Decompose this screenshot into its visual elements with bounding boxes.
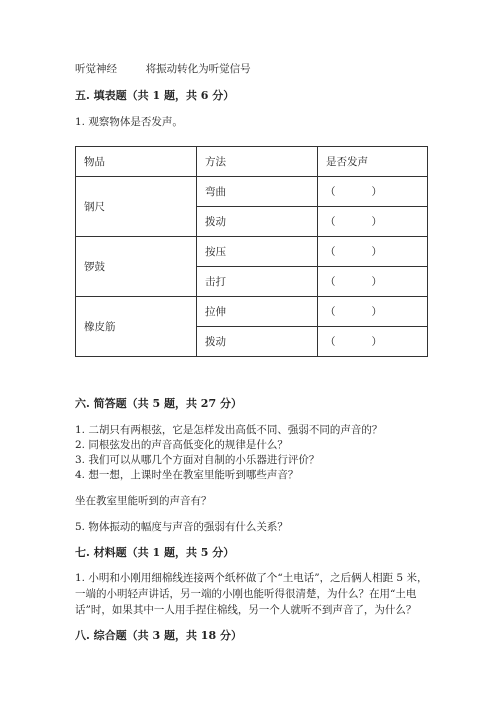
table-row (76, 237, 428, 267)
table-method-cell: 拨动 (196, 207, 317, 237)
answer-blank[interactable]: （ ） (317, 237, 427, 267)
section7-line-2: 一端的小明轻声讲话，另一端的小刚也能听得很清楚，为什么？在用“土电 (75, 588, 417, 600)
table-method-cell: 弯曲 (196, 177, 317, 207)
table-header-method: 方法 (196, 147, 317, 177)
table-item-cell: 橡皮筋 (76, 297, 197, 357)
table-row (76, 177, 428, 207)
table-header-sound: 是否发声 (317, 147, 427, 177)
table-row (76, 297, 428, 327)
section7-line-1: 1. 小明和小刚用细棉线连接两个纸杯做了个“土电话”，之后俩人相距 5 米， (75, 572, 428, 584)
table-method-cell: 拉伸 (196, 297, 317, 327)
top-line-left: 听觉神经 (75, 63, 117, 75)
table-item-cell: 锣鼓 (76, 237, 197, 297)
section6-question-3: 3. 我们可以从哪几个方面对自制的小乐器进行评价？ (75, 454, 320, 466)
section5-heading: 五. 填表题（共 1 题，共 6 分） (75, 89, 235, 102)
section5-question-1: 1. 观察物体是否发声。 (75, 116, 183, 128)
section7-line-3: 话”时，如果其中一人用手捏住棉线，另一个人就听不到声音了，为什么？ (75, 604, 417, 616)
top-line (75, 62, 251, 76)
answer-blank[interactable]: （ ） (317, 327, 427, 357)
table-item-cell: 钢尺 (76, 177, 197, 237)
answer-blank[interactable]: （ ） (317, 177, 427, 207)
section8-heading: 八. 综合题（共 3 题，共 18 分） (75, 629, 242, 642)
section6-extra: 坐在教室里能听到的声音有？ (75, 495, 212, 507)
answer-blank[interactable]: （ ） (317, 297, 427, 327)
section6-question-5: 5. 物体振动的幅度与声音的强弱有什么关系？ (75, 521, 288, 533)
section6-question-4: 4. 想一想，上课时坐在教室里能听到哪些声音？ (75, 469, 299, 481)
top-line-right: 将振动转化为听觉信号 (145, 63, 251, 75)
answer-blank[interactable]: （ ） (317, 267, 427, 297)
table-header-item: 物品 (76, 147, 197, 177)
observation-table (75, 146, 428, 357)
table-method-cell: 按压 (196, 237, 317, 267)
answer-blank[interactable]: （ ） (317, 207, 427, 237)
section6-heading: 六. 简答题（共 5 题，共 27 分） (75, 397, 242, 410)
table-method-cell: 拨动 (196, 327, 317, 357)
section6-question-1: 1. 二胡只有两根弦，它是怎样发出高低不同、强弱不同的声音的？ (75, 424, 383, 436)
section6-question-2: 2. 同根弦发出的声音高低变化的规律是什么？ (75, 439, 288, 451)
table-method-cell: 击打 (196, 267, 317, 297)
section7-heading: 七. 材料题（共 1 题，共 5 分） (75, 546, 235, 559)
table-header-row (76, 147, 428, 177)
